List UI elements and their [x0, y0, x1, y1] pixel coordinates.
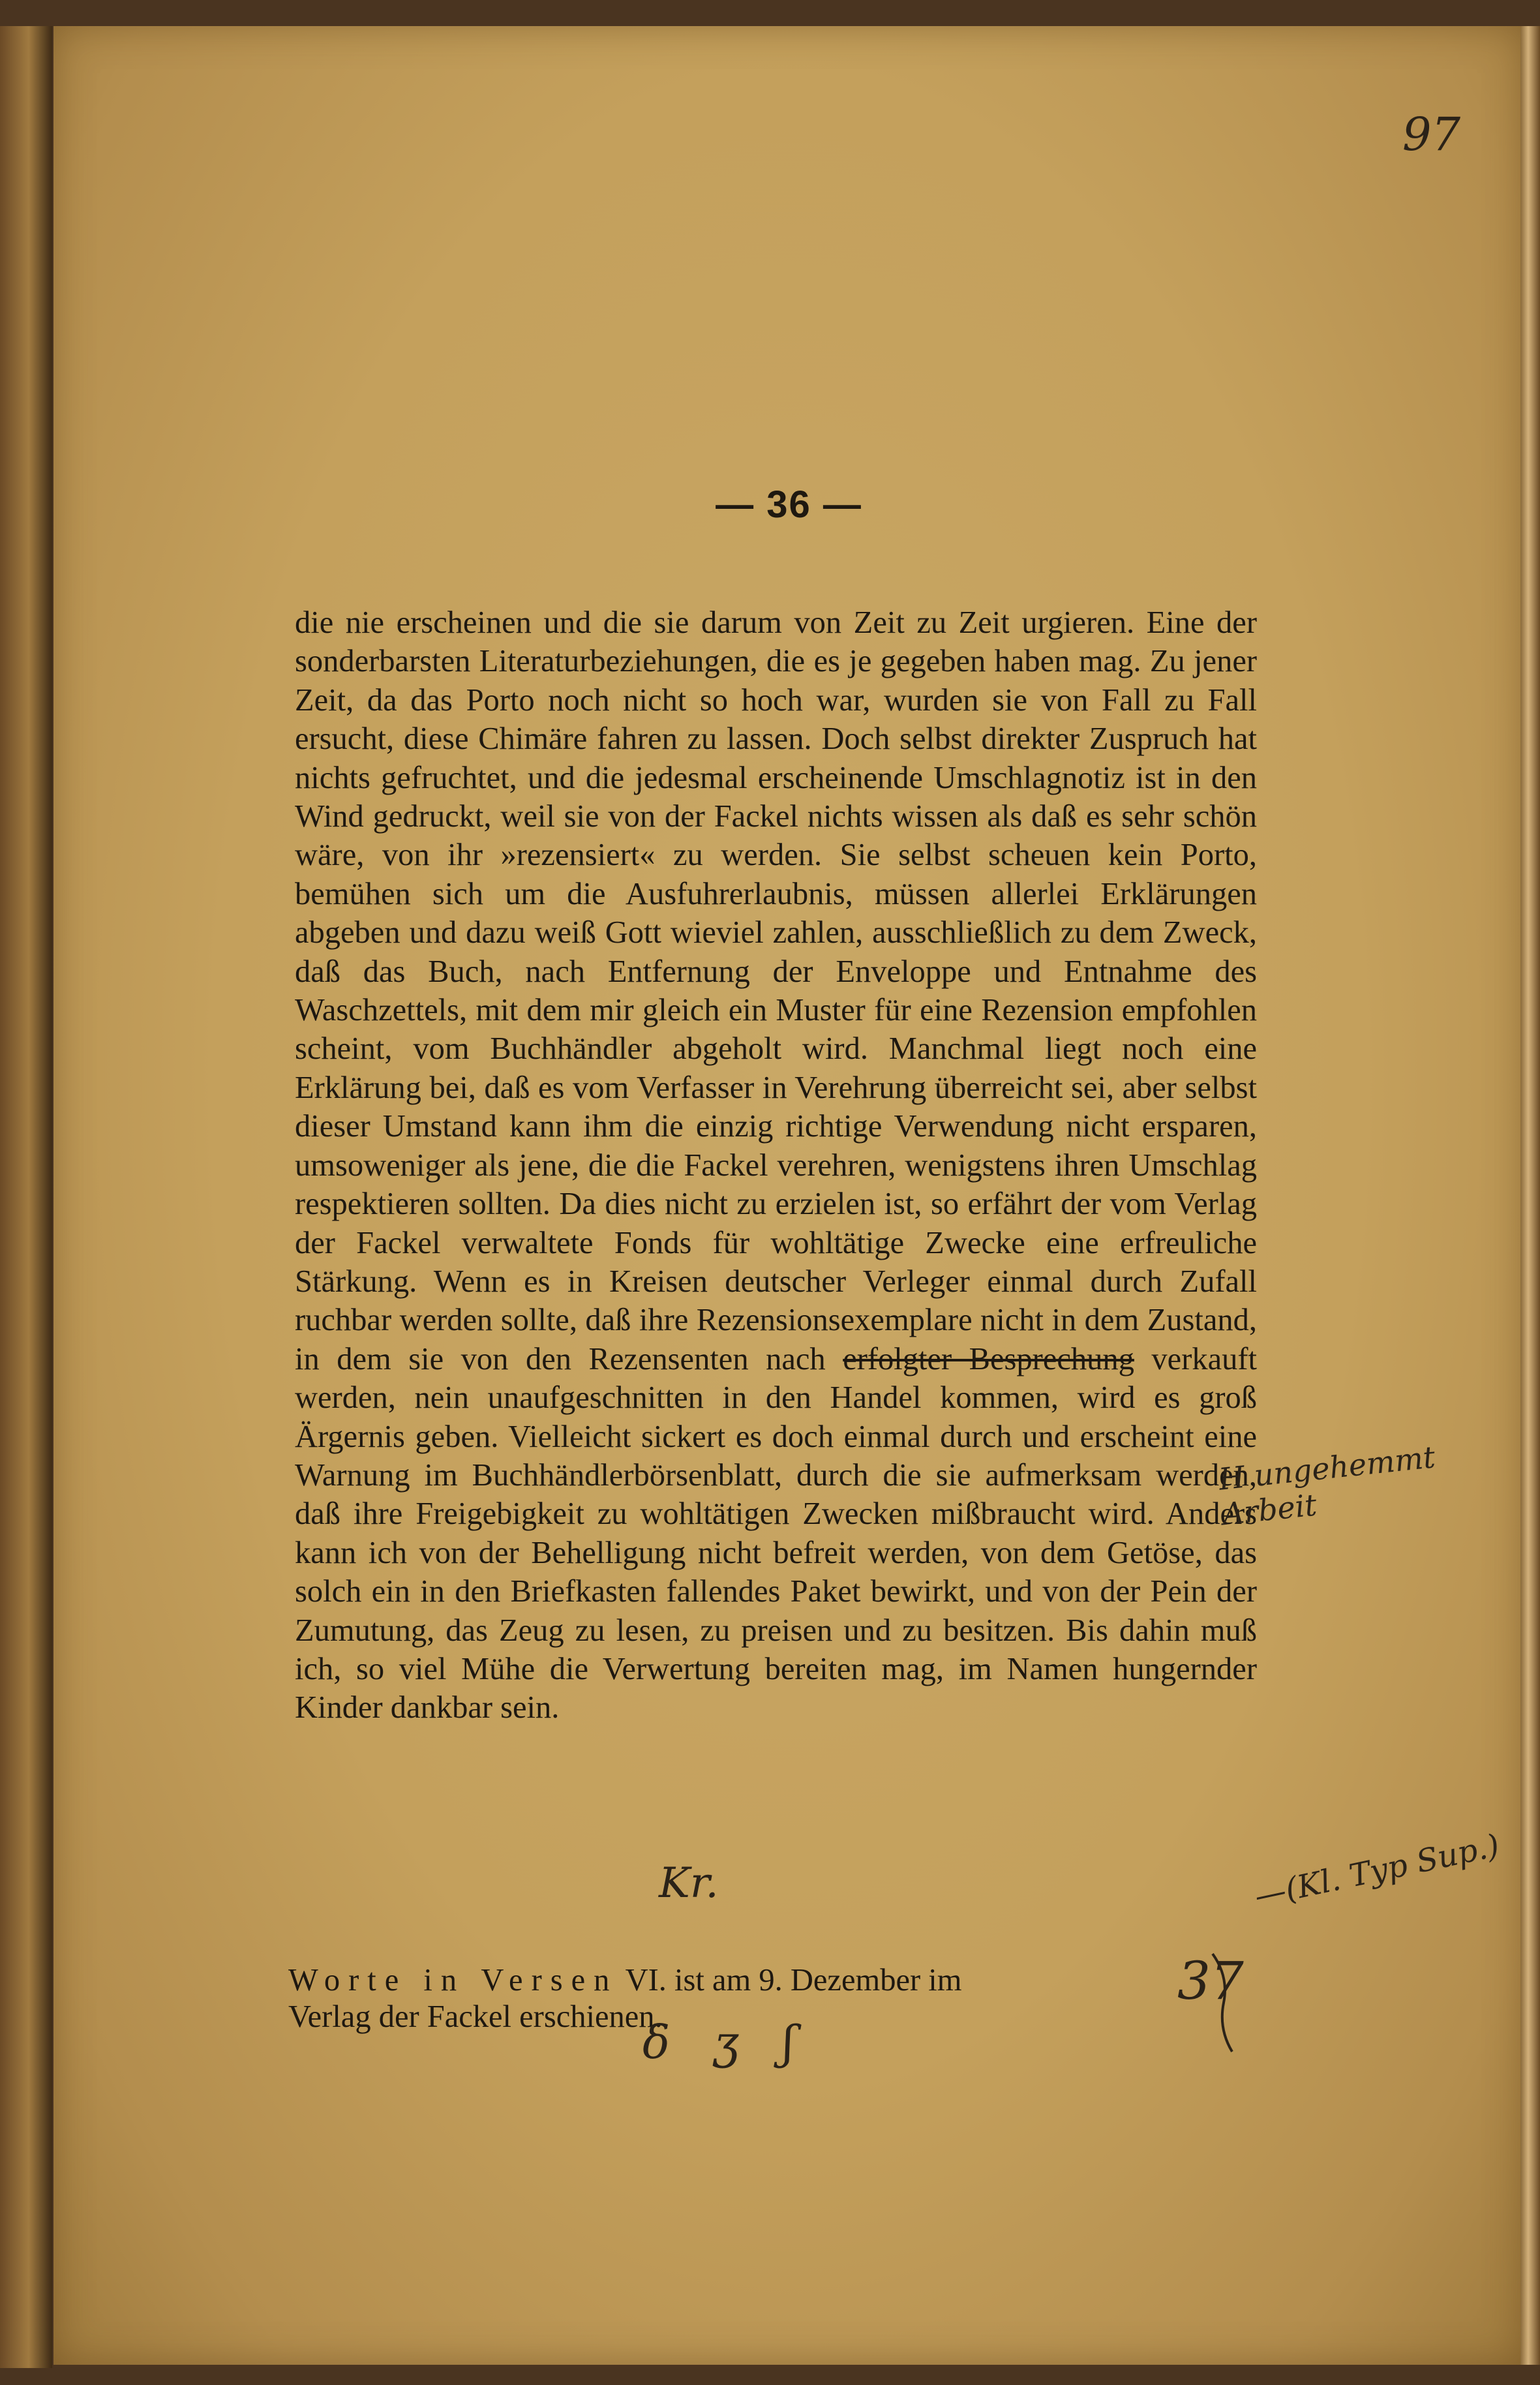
body-paragraph — [295, 603, 1257, 1727]
handwritten-folio-mark: 37 — [1177, 1951, 1244, 2011]
struck-phrase: erfolgter Besprechung — [843, 1341, 1134, 1376]
handwritten-bottom-marks: δ ʒ ʃ — [642, 2016, 809, 2069]
announcement-title: Worte in Versen — [288, 1963, 618, 1998]
announcement-line1: VI. ist am 9. Dezember im — [625, 1963, 962, 1998]
handwritten-folio: 97 — [1402, 108, 1461, 161]
document-page — [53, 26, 1528, 2365]
announcement-line2: Verlag der Fackel erschienen. — [288, 1999, 663, 2034]
page-stack-edge — [1520, 26, 1540, 2365]
body-text-after: verkauft werden, nein unaufgeschnitten in den Handel kommen, wird es groß Ärgernis geben. Vielleicht sickert es doch einmal durch und erscheint eine Warnung im Buchhändlerbörsenblatt, durch die sie aufmerksam werden, daß ihre Freigebigkeit zu wohltätigen Zwecken mißbraucht wird. Anders kann ich von der Behelligung nicht befreit werden, von dem Getöse, das solch ein in den Briefkasten fallendes Paket bewirkt, und von der Pein der Zumutung, das Zeug zu lesen, zu preisen und zu besitzen. Bis dahin muß ich, so viel Mühe die Verwertung bereiten mag, im Namen hungernder Kinder dankbar sein. — [295, 1341, 1258, 1725]
page-number: — 36 — — [716, 483, 862, 526]
facing-page-edge — [0, 26, 52, 2368]
handwritten-bracket-note: —(Kl. Typ Sup.) — [1251, 1827, 1503, 1915]
handwritten-signature-mark: Kr. — [659, 1859, 719, 1907]
handwritten-margin-note: H ungehemmt Arbeit — [1216, 1439, 1437, 1532]
body-text-before: die nie erscheinen und die sie darum von Zeit zu Zeit urgieren. Eine der sonderbarsten Literaturbeziehungen, die es je gegeben haben mag. Zu jener Zeit, da das Porto noch nicht so hoch war, wurden sie von Fall zu Fall ersucht, diese Chimäre fahren zu lassen. Doch selbst direkter Zuspruch hat nichts gefruchtet, und die jedesmal erscheinende Umschlagnotiz ist in den Wind gedruckt, weil sie von der Fackel nichts wissen als daß es sehr schön wäre, von ihr »rezensiert« zu werden. Sie selbst scheuen kein Porto, bemühen sich um die Ausfuhrerlaubnis, müssen allerlei Erklärungen abgeben und dazu weiß Gott wieviel zahlen, ausschließlich zu dem Zweck, daß das Buch, nach Entfernung der Enveloppe und Entnahme des Waschzettels, mit dem mir gleich ein Muster für eine Rezension empfohlen scheint, vom Buchhändler abgeholt wird. Manchmal liegt noch eine Erklärung bei, daß es vom Verfasser in Verehrung überreicht sei, aber selbst dieser Umstand kann ihm die einzig richtige Verwendung nicht ersparen, umsoweniger als jene, die die Fackel verehren, wenigstens ihren Umschlag respektieren sollten. Da dies nicht zu erzielen ist, so erfährt der vom Verlag der Fackel verwaltete Fonds für wohltätige Zwecke eine erfreuliche Stärkung. Wenn es in Kreisen deutscher Verleger einmal durch Zufall ruchbar werden sollte, daß ihre Rezensionsexemplare nicht in dem Zustand, in dem sie von den Rezensenten nach — [295, 605, 1257, 1376]
